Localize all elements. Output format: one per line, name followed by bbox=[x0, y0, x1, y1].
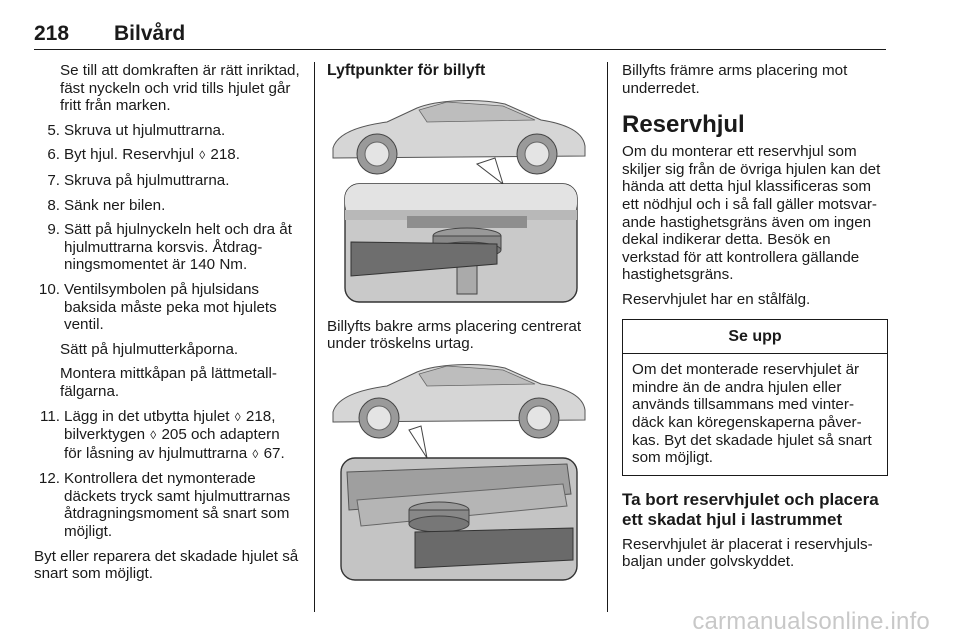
step-10-sub-b: Montera mittkåpan på lättmetallfälgarna. bbox=[60, 365, 277, 400]
column-3 bbox=[622, 62, 888, 578]
column-1 bbox=[34, 62, 300, 590]
spare-location-paragraph: Reservhjulet är placerat i reservhjulsbaljan under golvskyddet. bbox=[622, 535, 873, 571]
step-10: 10. Ventilsymbolen på hjulsidans baksida måste peka mot hjulets ventil. bbox=[38, 280, 277, 334]
page-ref-icon[interactable]: ◊ bbox=[252, 446, 259, 461]
front-arm-caption: Billyfts främre arms placering mot underredet. bbox=[622, 62, 848, 97]
final-paragraph: Byt eller reparera det skadade hjulet så snart som möjligt. bbox=[34, 547, 299, 583]
rear-arm-caption: Billyfts bakre arms placering centrerat under tröskelns urtag. bbox=[327, 317, 582, 353]
continued-step-text: Se till att domkraften är rätt inriktad, fäst nyckeln och vrid tills hjulet går fritt från marken. bbox=[60, 62, 300, 115]
rear-lift-arm-illustration bbox=[327, 86, 593, 308]
remove-spare-heading: Ta bort reservhjulet och placera ett skadat hjul i lastrummet bbox=[622, 489, 879, 529]
step-6: 6. Byt hjul. Reservhjul ◊ 218. bbox=[47, 146, 240, 164]
caution-box bbox=[622, 319, 888, 476]
page-ref-icon[interactable]: ◊ bbox=[234, 409, 241, 424]
page-ref-link[interactable]: 218. bbox=[210, 146, 240, 164]
spare-wheel-heading: Reservhjul bbox=[622, 111, 745, 139]
step-7: 7. Skruva på hjulmuttrarna. bbox=[47, 171, 230, 189]
column-divider bbox=[607, 62, 608, 612]
step-9: 9. Sätt på hjulnyckeln helt och dra åt hjulmuttrarna korsvis. Åtdragningsmomentet är 140 Nm. bbox=[47, 221, 292, 274]
spare-wheel-paragraph: Om du monterar ett reservhjul som skiljer sig från de övriga hjulen kan det hända att detta hjul klassificeras som ett nödhjul och i så fall gäller motsvarande hastighetsgräns även om ingen dekal indikerar detta. Besök en verkstad för att kontrollera gällande hastighetsgräns. bbox=[622, 143, 881, 284]
page-ref-icon[interactable]: ◊ bbox=[150, 428, 157, 443]
page-number: 218 bbox=[34, 22, 70, 45]
page-ref-icon[interactable]: ◊ bbox=[199, 148, 206, 163]
watermark: carmanualsonline.info bbox=[692, 608, 930, 635]
page-header bbox=[34, 22, 886, 50]
column-divider bbox=[314, 62, 315, 612]
header-rule bbox=[34, 49, 886, 50]
lift-points-heading: Lyftpunkter för billyft bbox=[327, 62, 486, 79]
front-lift-arm-illustration bbox=[327, 360, 593, 584]
step-12: 12. Kontrollera det nymonterade däckets tryck samt hjulmuttrarnas åtdragningsmoment så snart som möjligt. bbox=[38, 470, 291, 541]
section-title: Bilvård bbox=[114, 22, 186, 45]
step-5: 5. Skruva ut hjulmuttrarna. bbox=[47, 121, 226, 139]
steel-rim-paragraph: Reservhjulet har en stålfälg. bbox=[622, 290, 811, 308]
caution-text: Om det monterade reservhjulet är mindre än de andra hjulen eller används tillsammans med vinterdäck kan köregenskaperna påverkas. Byt det skadade hjulet så snart som möjligt. bbox=[632, 361, 872, 467]
caution-title: Se upp bbox=[623, 320, 887, 355]
step-11: 11. Lägg in det utbytta hjulet ◊ 218, bilverktygen ◊ 205 och adaptern för låsning av hjulmuttrarna ◊ 67. bbox=[40, 407, 285, 462]
column-2 bbox=[327, 62, 595, 584]
step-8: 8. Sänk ner bilen. bbox=[47, 196, 166, 214]
step-10-sub-a: Sätt på hjulmutterkåporna. bbox=[60, 340, 239, 358]
